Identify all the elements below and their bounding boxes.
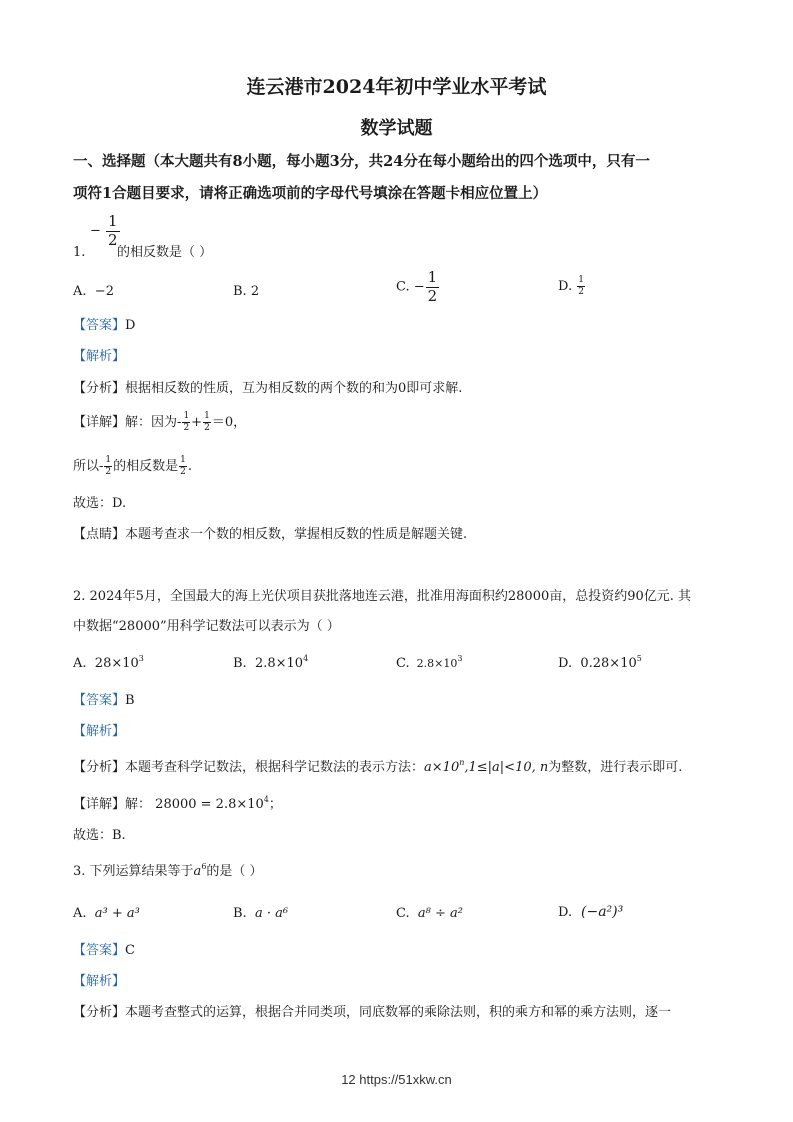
q2-xiangjie: 【详解】解： $28000 = 2.8\times 10^4$； [73,795,282,812]
q3-option-b: B. a · a⁶ [233,906,289,921]
q1-choice: 故选：D. [73,496,127,511]
q2-analysis-label: 【解析】 [73,724,126,739]
q2-stem-line1: 2. 2024年5月，全国最大的海上光伏项目获批落地连云港，批准用海面积约28000亩，总投资约90亿元. 其 [73,589,692,604]
q1-stem-fraction: − $\frac{1}{2}$ [90,212,118,249]
q3-answer: 【答案】C [73,943,135,958]
q3-stem: 3. 下列运算结果等于$a^6$的是（ ） [73,862,263,879]
q2-option-d: D. $0.28\times 10^5$ [558,654,642,671]
q1-option-c: C. − $\frac{1}{2}$ [396,268,438,305]
q1-option-d: D. $\frac{1}{2}$ [558,275,584,297]
q2-choice: 故选：B. [73,828,126,843]
q1-dianjing: 【点睛】本题考查求一个数的相反数，掌握相反数的性质是解题关键. [73,527,468,542]
q3-option-d: D. (−a²)³ [558,904,624,920]
q2-fenxi: 【分析】本题考查科学记数法，根据科学记数法的表示方法：$a\times 10^n,1\le|a|<10$, n为整数，进行表示即可. [73,758,683,775]
q2-answer: 【答案】B [73,693,135,708]
page-title: 连云港市2024年初中学业水平考试 [246,76,547,98]
q2-option-c: C. $2.8\times 10^3$ [396,654,463,671]
page-footer: 12 https://51xkw.cn [341,1072,452,1087]
q2-option-a: A. $28\times 10^3$ [73,654,144,671]
q1-xiangjie: 【详解】解：因为- $\frac{1}{2}$ + $\frac{1}{2}$ ＝0， [73,411,247,433]
q1-conclusion: 所以- $\frac{1}{2}$ 的相反数是 $\frac{1}{2}$ . [73,455,193,477]
q2-option-b: B. $2.8\times 10^4$ [233,654,309,671]
section-heading-line2: 项符1合题目要求，请将正确选项前的字母代号填涂在答题卡相应位置上） [73,185,548,202]
q1-fenxi: 【分析】根据相反数的性质，互为相反数的两个数的和为0即可求解. [73,381,463,396]
q1-option-a: A. −2 [73,284,114,299]
q3-option-c: C. a⁸ ÷ a² [396,906,463,921]
q3-analysis-label: 【解析】 [73,974,126,989]
q3-option-a: A. a³ + a³ [73,906,140,921]
q1-number: 1. [73,245,86,260]
q1-analysis-label: 【解析】 [73,349,126,364]
page-subtitle: 数学试题 [360,118,433,139]
section-heading-line1: 一、选择题（本大题共有8小题，每小题3分，共24分在每小题给出的四个选项中，只有一 [73,153,650,170]
q1-answer: 【答案】D [73,318,136,333]
q2-stem-line2: 中数据“28000”用科学记数法可以表示为（ ） [73,619,340,634]
q3-fenxi: 【分析】本题考查整式的运算，根据合并同类项，同底数幂的乘除法则，积的乘方和幂的乘方法则，逐一 [73,1005,672,1020]
q1-option-b: B. 2 [233,284,260,299]
q1-stem-text: 的相反数是（ ） [117,245,213,260]
